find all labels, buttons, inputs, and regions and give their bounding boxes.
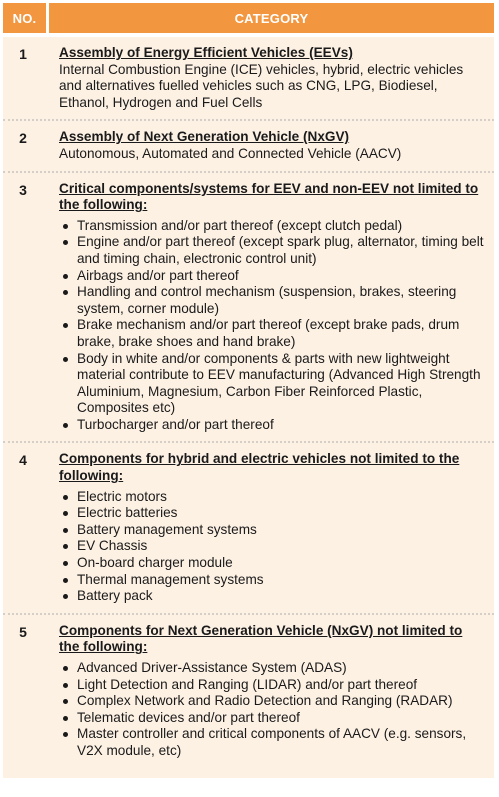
row-number: 5 [19,623,27,640]
row-content [49,623,494,760]
list-item: Electric motors [77,489,486,506]
row-number: 2 [19,130,27,147]
row-title: Assembly of Energy Efficient Vehicles (EEVs) [59,45,353,60]
table-row [3,37,494,121]
list-item: Turbocharger and/or part thereof [77,417,486,434]
row-content [49,181,494,434]
bullet-list [59,489,486,605]
row-content [49,451,494,604]
bullet-list [59,218,486,434]
header-no: NO. [3,3,46,33]
list-item: Engine and/or part thereof (except spark plug, alternator, timing belt and timing chain, electronic control unit) [77,234,486,267]
row-title: Critical components/systems for EEV and non-EEV not limited to the following: [59,180,479,213]
table-row [3,173,494,444]
list-item: On-board charger module [77,555,486,572]
table-row [3,121,494,172]
row-title: Components for Next Generation Vehicle (NxGV) not limited to the following: [59,622,463,655]
list-item: Thermal management systems [77,572,486,589]
row-number: 4 [19,452,27,469]
row-content [49,45,494,111]
table-row [3,443,494,614]
list-item: Brake mechanism and/or part thereof (except brake pads, drum brake, brake shoes and hand brake) [77,317,486,350]
list-item: Handling and control mechanism (suspension, brakes, steering system, corner module) [77,284,486,317]
table-row [3,615,494,768]
table-header [3,3,494,33]
bullet-list [59,660,486,760]
category-table [3,3,494,778]
list-item: Light Detection and Ranging (LIDAR) and/or part thereof [77,677,486,694]
header-category: CATEGORY [49,3,494,33]
row-description: Autonomous, Automated and Connected Vehicle (AACV) [59,145,402,161]
list-item: Complex Network and Radio Detection and Ranging (RADAR) [77,693,486,710]
list-item: EV Chassis [77,538,486,555]
row-number: 1 [19,46,27,62]
list-item: Advanced Driver-Assistance System (ADAS) [77,660,486,677]
list-item: Body in white and/or components & parts with new lightweight material contribute to EEV manufacturing (Advanced High Strength Aluminium, Magnesium, Carbon Fiber Reinforced Plastic, Composites etc) [77,351,486,417]
list-item: Electric batteries [77,505,486,522]
list-item: Telematic devices and/or part thereof [77,710,486,727]
table-body [3,37,494,778]
list-item: Master controller and critical components of AACV (e.g. sensors, V2X module, etc) [77,726,486,759]
row-number: 3 [19,181,27,198]
row-description: Internal Combustion Engine (ICE) vehicles, hybrid, electric vehicles and alternatives fuelled vehicles such as CNG, LPG, Biodiesel, Ethanol, Hydrogen and Fuel Cells [59,61,464,110]
list-item: Transmission and/or part thereof (except clutch pedal) [77,218,486,235]
list-item: Battery pack [77,588,486,605]
row-content [49,129,494,162]
row-title: Components for hybrid and electric vehicles not limited to the following: [59,451,460,484]
list-item: Battery management systems [77,522,486,539]
list-item: Airbags and/or part thereof [77,268,486,285]
row-title: Assembly of Next Generation Vehicle (NxGV) [59,129,350,145]
